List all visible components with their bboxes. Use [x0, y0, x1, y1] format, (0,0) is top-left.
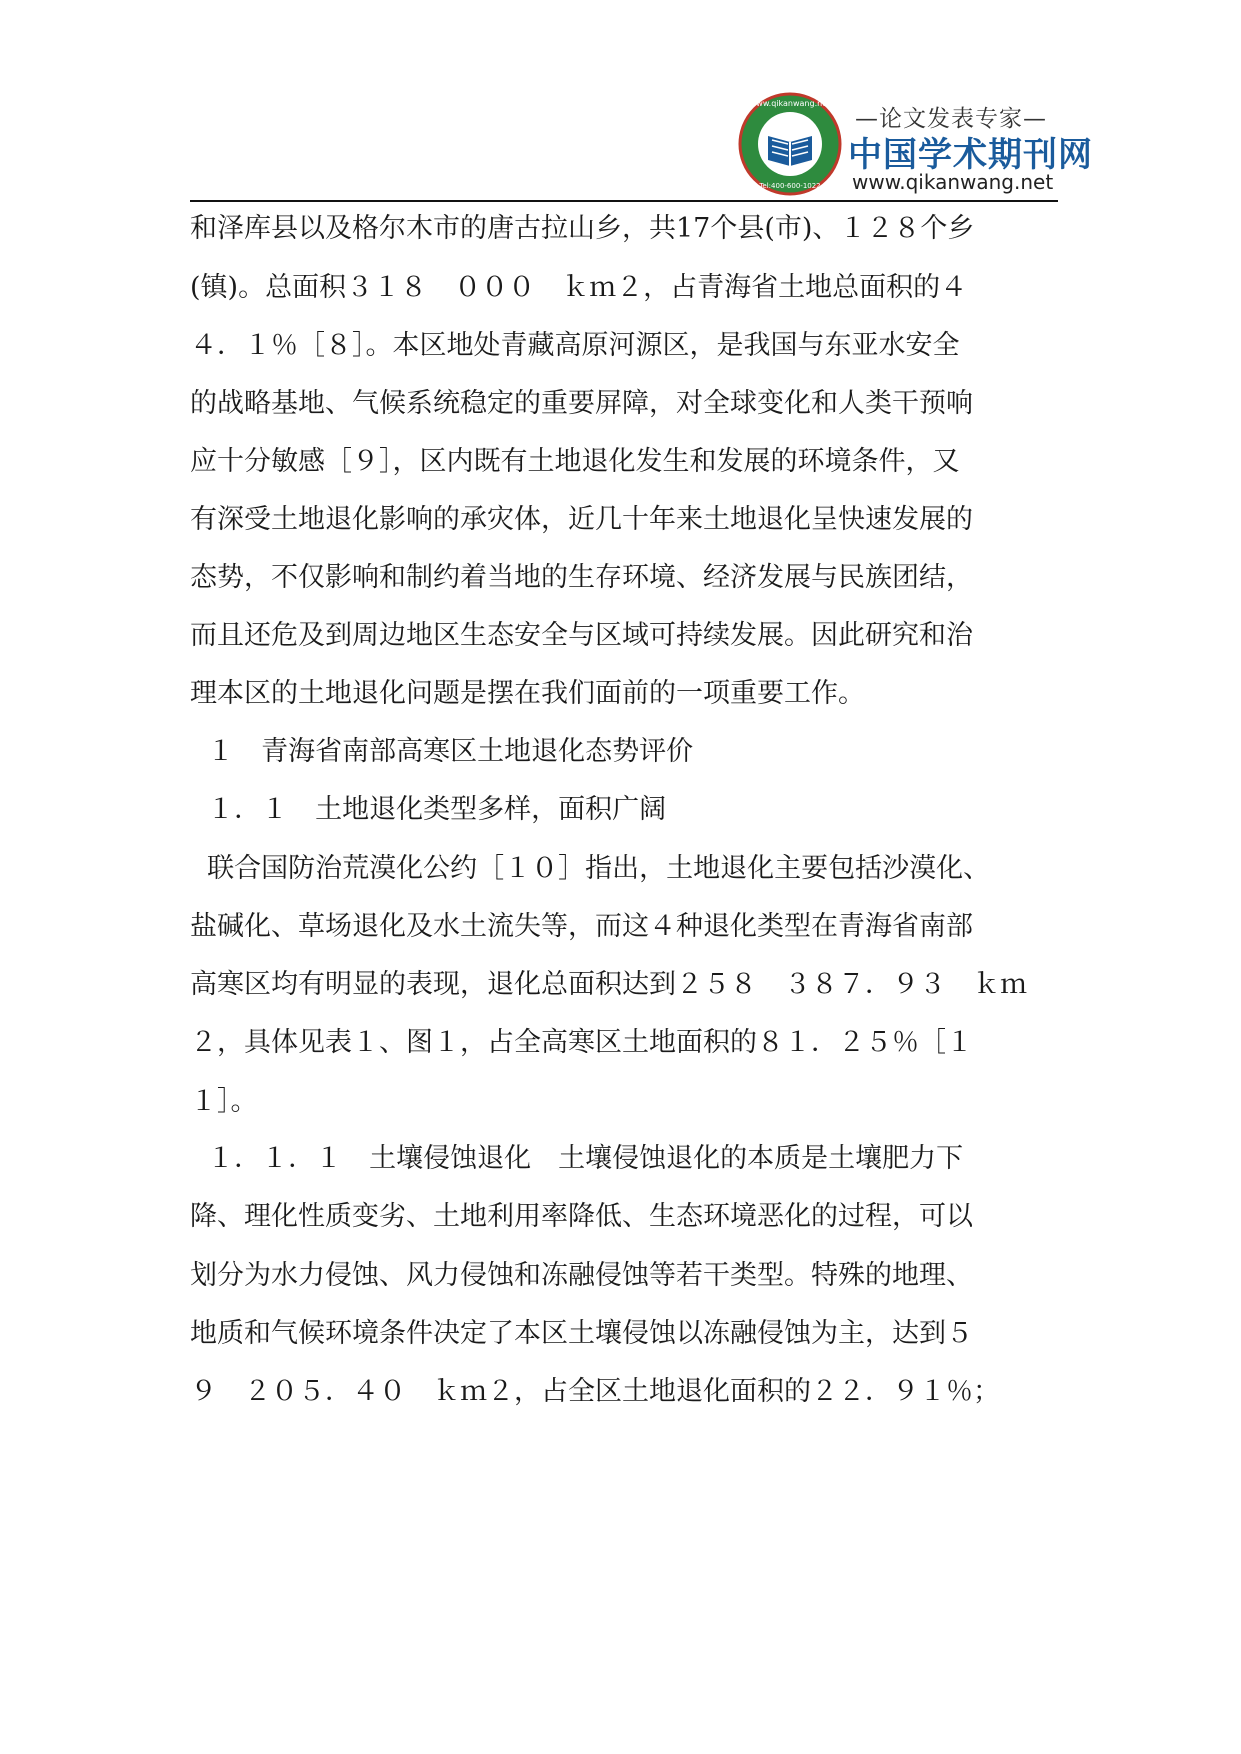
header-url: www.qikanwang.net [852, 170, 1054, 194]
header-divider [190, 200, 1058, 202]
body-text-line: 有深受土地退化影响的承灾体，近几十年来土地退化呈快速发展的 [190, 504, 973, 535]
body-text-line: 应十分敏感［９］，区内既有土地退化发生和发展的环境条件，又 [190, 446, 960, 477]
body-text-line: 划分为水力侵蚀、风力侵蚀和冻融侵蚀等若干类型。特殊的地理、 [190, 1260, 973, 1291]
body-text-line: 高寒区均有明显的表现，退化总面积达到２５８ ３８７．９３ ｋｍ [190, 969, 1027, 1000]
body-text-line: ４．１％［８］。本区地处青藏高原河源区，是我国与东亚水安全 [190, 330, 960, 361]
body-text-line: １］。 [190, 1086, 258, 1117]
header-tagline: —论文发表专家— [855, 106, 1047, 132]
seal-ring-text: www.qikanwang.net [749, 99, 831, 108]
body-text-line: １．１ 土地退化类型多样，面积广阔 [190, 794, 667, 825]
body-text-line: １．１．１ 土壤侵蚀退化 土壤侵蚀退化的本质是土壤肥力下 [190, 1143, 964, 1174]
body-text-line: 地质和气候环境条件决定了本区土壤侵蚀以冻融侵蚀为主，达到５ [190, 1318, 973, 1349]
body-text-line: 而且还危及到周边地区生态安全与区域可持续发展。因此研究和治 [190, 620, 973, 651]
body-text-line: (镇)。总面积３１８ ０００ ｋｍ２，占青海省土地总面积的４ [190, 272, 968, 303]
body-text-line: 理本区的土地退化问题是摆在我们面前的一项重要工作。 [190, 678, 865, 709]
body-text-line: 联合国防治荒漠化公约［１０］指出，土地退化主要包括沙漠化、 [190, 853, 991, 884]
body-text-line: ９ ２０５．４０ ｋｍ２，占全区土地退化面积的２２．９１％； [190, 1376, 1000, 1407]
body-text-line: 的战略基地、气候系统稳定的重要屏障，对全球变化和人类干预响 [190, 388, 973, 419]
page-header [0, 0, 1241, 205]
body-text-line: 盐碱化、草场退化及水土流失等，而这４种退化类型在青海省南部 [190, 911, 973, 942]
body-text-line: 降、理化性质变劣、土地利用率降低、生态环境恶化的过程，可以 [190, 1201, 973, 1232]
body-text-line: ２，具体见表１、图１，占全高寒区土地面积的８１．２５％［１ [190, 1027, 973, 1058]
body-text-line: １ 青海省南部高寒区土地退化态势评价 [190, 736, 694, 767]
journal-seal-logo [738, 92, 842, 196]
seal-phone: Tel:400-600-1022 [759, 182, 821, 190]
body-text-line: 和泽库县以及格尔木市的唐古拉山乡，共17个县(市)、１２８个乡 [190, 213, 975, 244]
header-brand: 中国学术期刊网 [848, 135, 1093, 175]
body-text-line: 态势，不仅影响和制约着当地的生存环境、经济发展与民族团结， [190, 562, 973, 593]
